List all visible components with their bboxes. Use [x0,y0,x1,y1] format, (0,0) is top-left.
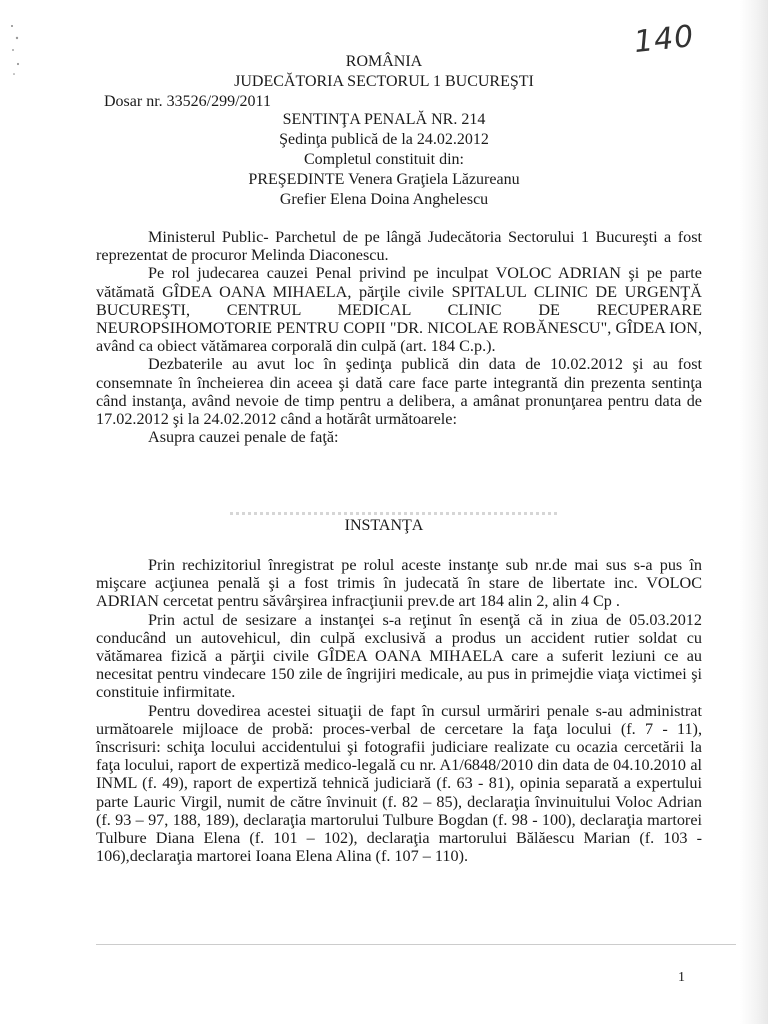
indictment-paragraph: Prin rechizitoriul înregistrat pe rolul aceste instanţe sub nr.de mai sus s-a pus în mişcare acţiunea penală şi a fost trimis în judecată în stare de libertate inc. VOLOC ADRIAN cercetat pentru săvârşirea infracţiunii prev.de art 184 alin 2, alin 4 Cp . [96,556,702,611]
evidence-paragraph: Pentru dovedirea acestei situaţii de fapt în cursul urmăriri penale s-au administrat următoarele mijloace de probă: proces-verbal de cercetare la faţa locului (f. 7 - 11), înscrisuri: schiţa locului accidentului şi fotografii judiciare realizate cu ocazia cercetării la faţa locului, raport de expertiză medico-legală cu nr. A1/6848/2010 din data de 04.10.2010 al INML (f. 49), raport de expertiză tehnică judiciară (f. 63 - 81), opinia separată a expertului parte Lauric Virgil, numit de către învinuit (f. 82 – 85), declaraţia învinuitului Voloc Adrian (f. 93 – 97, 188, 189), declaraţia martorului Tulbure Bogdan (f. 98 - 100), declaraţia martorei Tulbure Diana Elena (f. 101 – 102), declaraţia martorului Bălăescu Marian (f. 103 - 106),declaraţia martorei Ioana Elena Alina (f. 107 – 110). [96,701,702,866]
court-heading: JUDECĂTORIA SECTORUL 1 BUCUREŞTI [234,73,534,90]
clerk-line: Grefier Elena Doina Anghelescu [279,191,489,208]
country-heading: ROMÂNIA [345,53,423,70]
page-number: 1 [678,970,685,985]
session-date: Şedinţa publică de la 24.02.2012 [279,131,489,148]
debates-paragraph: Dezbaterile au avut loc în şedinţa publică din data de 10.02.2012 şi au fost consemnate în încheierea din aceea şi dată care face parte integrantă din prezenta sentinţa când instanţa, având nevoie de timp pentru a delibera, a amânat pronunţarea pentru data de 17.02.2012 şi la 24.02.2012 când a hotărât următoarele: [96,355,702,429]
panel-intro: Completul constituit din: [304,151,464,168]
prosecutor-paragraph: Ministerul Public- Parchetul de pe lângă Judecătoria Sectorului 1 Bucureşti a fost reprezentat de procuror Melinda Diaconescu. [96,228,702,265]
case-parties-paragraph: Pe rol judecarea cauzei Penal privind pe inculpat VOLOC ADRIAN şi pe parte vătămată GÎDEA OANA MIHAELA, părţile civile SPITALUL CLINIC DE URGENŢĂ BUCUREŞTI, CENTRUL MEDICAL CLINIC DE RECUPERARE NEUROPSIHOMOTORIE PENTRU COPII "DR. NICOLAE ROBĂNESCU", GÎDEA ION, având ca obiect vătămarea corporală din culpă (art. 184 C.p.). [96,264,702,356]
president-line: PREŞEDINTE Venera Graţiela Lăzureanu [248,171,520,188]
handwritten-page-note: 140 [632,18,696,61]
scan-edge-shadow [740,0,768,1024]
main-section [96,556,702,865]
footer-divider [96,944,736,945]
sentence-title: SENTINŢA PENALĂ NR. 214 [282,111,486,128]
notice-paragraph: Prin actul de sesizare a instanţei s-a reţinut în esenţă că in ziua de 05.03.2012 conducând un autovehicul, din culpă exclusivă a produs un accident rutier soldat cu vătămarea fizică a părţii civile GÎDEA OANA MIHAELA care a suferit leziuni ce au necesitat pentru vindecare 150 zile de îngrijiri medicale, au pus in primejdie viaţa victimei şi constituie infirmitate. [96,610,702,702]
scan-artifact-line [230,512,560,515]
intro-section [96,228,702,446]
case-intro-line: Asupra cauzei penale de faţă: [148,428,339,447]
section-title: INSTANŢA [344,517,424,534]
file-number: Dosar nr. 33526/299/2011 [104,93,271,110]
